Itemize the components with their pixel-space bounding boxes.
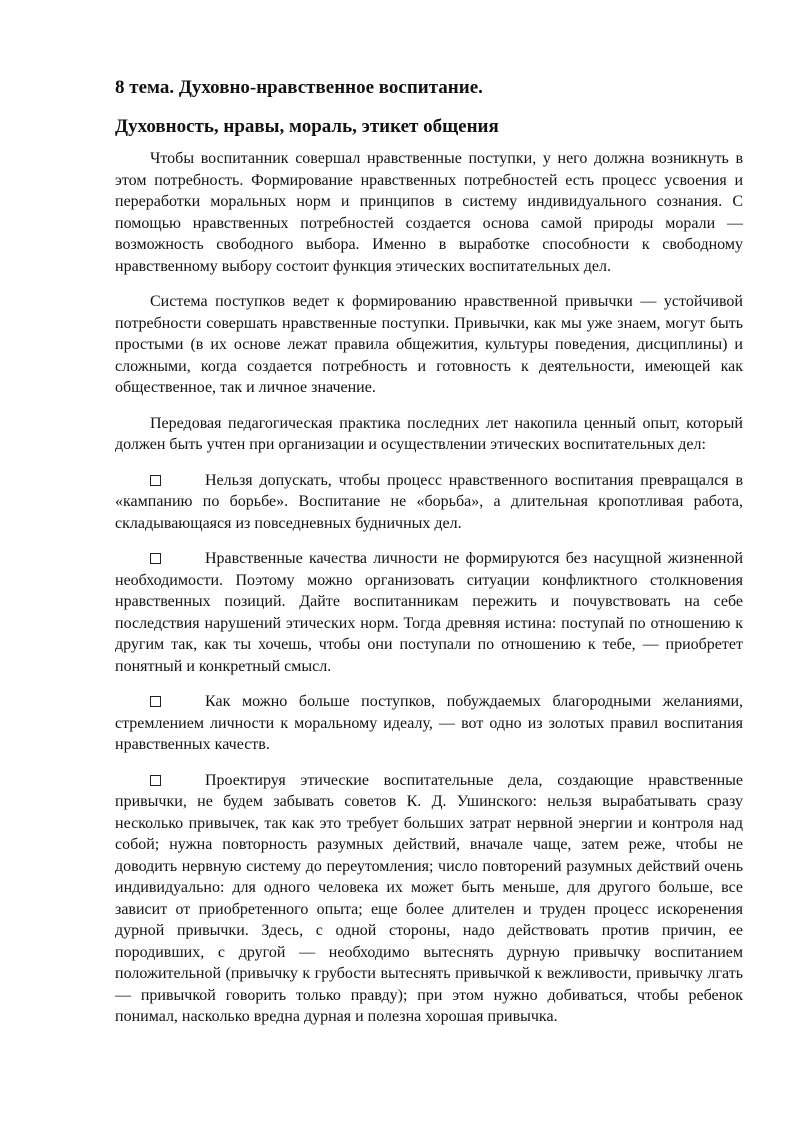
checkbox-icon [150, 775, 161, 786]
paragraph: Система поступков ведет к формированию нравственной привычки — устойчивой потребности совершать нравственные поступки. Привычки, как мы уже знаем, могут быть простыми (в их основе лежат правила общежития, культуры поведения, дисциплины) и сложными, когда создается потребность и готовность к деятельности, имеющей как общественное, так и личное значение. [115, 293, 743, 396]
checkbox-icon [150, 553, 161, 564]
list-item [115, 770, 743, 1028]
list-item-text: Нравственные качества личности не формируются без насущной жизненной необходимости. Поэтому можно организовать ситуации конфликтного столкновения нравственных позиций. Дайте воспитанникам пережить и почувствовать на себе последствия нарушений этических норм. Тогда древняя истина: поступай по отношению к другим так, как ты хочешь, чтобы они поступали по отношению к тебе, — приобретет понятный и конкретный смысл. [115, 550, 743, 675]
list-item [115, 691, 743, 756]
list-item-text: Проектируя этические воспитательные дела, создающие нравственные привычки, не будем забывать советов К. Д. Ушинского: нельзя вырабатывать сразу несколько привычек, так как это требует больших затрат нервной энергии и контроля над собой; нужна повторность разумных действий, вначале чаще, затем реже, чтобы не доводить нервную систему до переутомления; число повторений разумных действий очень индивидуально: для одного человека их может быть меньше, для другого больше, все зависит от приобретенного опыта; еще более длителен и труден процесс искоренения дурной привычки. Здесь, с одной стороны, надо действовать против причин, ее породивших, с другой — необходимо вытеснять дурную привычку воспитанием положительной (привычку к грубости вытеснять привычкой к вежливости, привычку лгать — привычкой говорить только правду); при этом нужно добиваться, чтобы ребенок понимал, насколько вредна дурная и полезна хорошая привычка. [115, 771, 743, 1025]
checkbox-icon [150, 696, 161, 707]
list-item [115, 470, 743, 535]
document-title: 8 тема. Духовно-нравственное воспитание. [115, 77, 483, 98]
list-item [115, 548, 743, 677]
paragraph: Передовая педагогическая практика последних лет накопила ценный опыт, который должен быть учтен при организации и осуществлении этических воспитательных дел: [115, 414, 743, 453]
list-item-text: Нельзя допускать, чтобы процесс нравственного воспитания превращался в «кампанию по борьбе». Воспитание не «борьба», а длительная кропотливая работа, складывающаяся из повседневных будничных дел. [115, 471, 743, 532]
list-item-text: Как можно больше поступков, побуждаемых благородными желаниями, стремлением личности к моральному идеалу, — вот одно из золотых правил воспитания нравственных качеств. [115, 693, 743, 753]
paragraph: Чтобы воспитанник совершал нравственные поступки, у него должна возникнуть в этом потребность. Формирование нравственных потребностей есть процесс усвоения и переработки моральных норм и принципов в систему индивидуального сознания. С помощью нравственных потребностей создается основа самой природы морали — возможность свободного выбора. Именно в выработке способности к свободному нравственному выбору состоит функция этических воспитательных дел. [115, 150, 743, 275]
checkbox-icon [150, 475, 161, 486]
document-subtitle: Духовность, нравы, мораль, этикет общения [115, 116, 499, 137]
